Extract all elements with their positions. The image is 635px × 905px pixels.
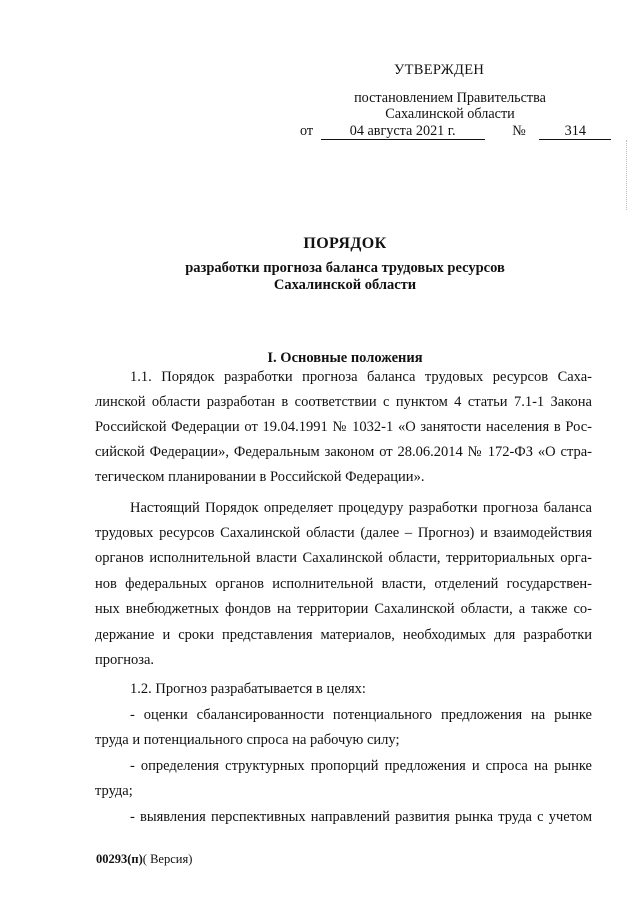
approval-number-label: № (512, 123, 526, 139)
subtitle-line-1: разработки прогноза баланса трудовых ресурсов (185, 260, 505, 276)
paragraph-5-line: труда; (95, 783, 133, 799)
paragraph-1-line: линской области разработан в соответствии с пунктом 4 статьи 7.1-1 Закона (95, 394, 592, 410)
footer-code: 00293(п) (96, 852, 143, 866)
paragraph-2-line: органов исполнительной власти Сахалинской области, территориальных орга- (95, 550, 592, 566)
approval-line-2: Сахалинской области (385, 106, 515, 122)
paragraph-6-line: - выявления перспективных направлений развития рынка труда с учетом (130, 809, 592, 825)
scan-artifact (626, 140, 629, 210)
subtitle-line-2: Сахалинской области (273, 277, 417, 293)
approval-date-number-row (300, 123, 611, 140)
paragraph-2-line: ных внебюджетных фондов на территории Сахалинской области, а также со- (95, 601, 592, 617)
paragraph-2-line: Настоящий Порядок определяет процедуру разработки прогноза баланса (130, 500, 592, 516)
approval-line-1: постановлением Правительства (354, 90, 546, 106)
paragraph-1-line: 1.1. Порядок разработки прогноза баланса трудовых ресурсов Саха- (130, 369, 592, 385)
paragraph-4-line: - оценки сбалансированности потенциального предложения на рынке (130, 707, 592, 723)
footer-version: ( Версия) (142, 852, 193, 866)
paragraph-1-line: тегическом планировании в Российской Федерации». (95, 469, 425, 485)
document-title: ПОРЯДОК (303, 235, 387, 252)
document-footer (96, 852, 192, 867)
document-subtitle (0, 260, 635, 294)
paragraph-4-line: труда и потенциального спроса на рабочую силу; (95, 732, 400, 748)
paragraph-5-line: - определения структурных пропорций предложения и спроса на рынке (130, 758, 592, 774)
paragraph-1-line: Российской Федерации от 19.04.1991 № 1032-1 «О занятости населения в Рос- (95, 419, 592, 435)
paragraph-2-line: трудовых ресурсов Сахалинской области (далее – Прогноз) и взаимодействия (95, 525, 592, 541)
approval-date: 04 августа 2021 г. (321, 123, 485, 140)
paragraph-3-line: 1.2. Прогноз разрабатывается в целях: (130, 681, 366, 697)
approval-from-label: от (300, 123, 314, 139)
paragraph-2-line: нов федеральных органов исполнительной власти, отделений государствен- (95, 576, 592, 592)
paragraph-2-line: держание и сроки представления материалов, необходимых для разработки (95, 627, 592, 643)
approval-stamp-title: УТВЕРЖДЕН (394, 62, 485, 78)
approval-number: 314 (539, 123, 611, 140)
paragraph-2-line: прогноза. (95, 652, 155, 668)
section-heading: I. Основные положения (267, 350, 423, 366)
paragraph-1-line: сийской Федерации», Федеральным законом от 28.06.2014 № 172-ФЗ «О стра- (95, 444, 592, 460)
